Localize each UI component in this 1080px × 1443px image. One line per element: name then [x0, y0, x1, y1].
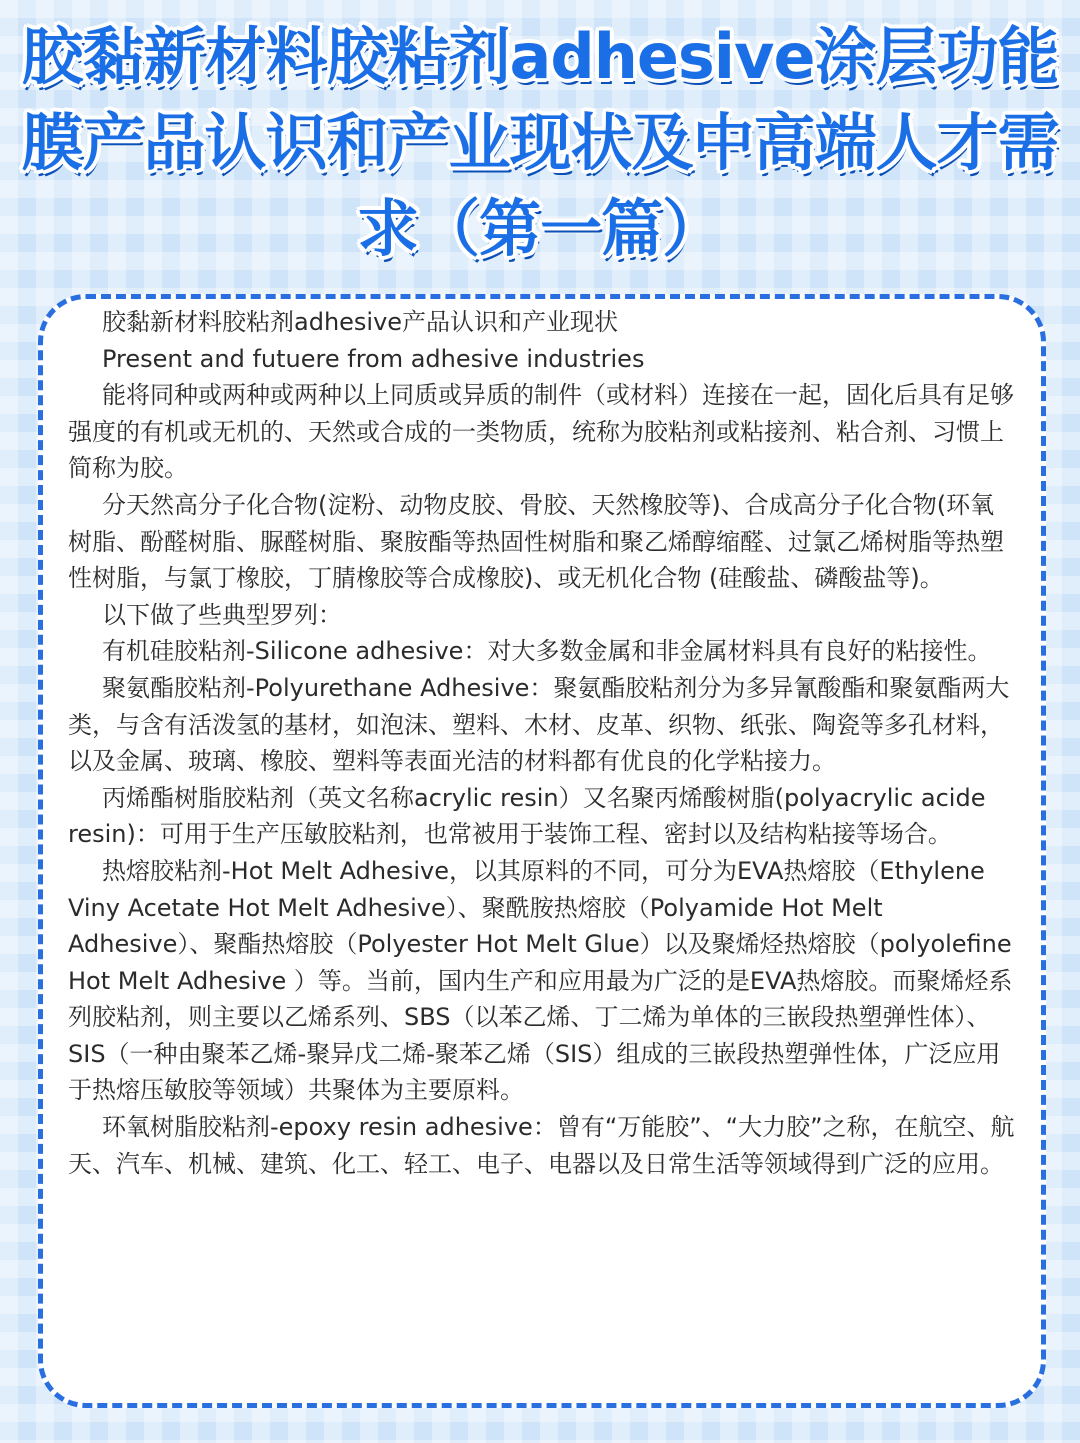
paragraph: 胶黏新材料胶粘剂adhesive产品认识和产业现状	[102, 308, 619, 336]
article-body	[68, 304, 1018, 1182]
paragraph: 分天然高分子化合物(淀粉、动物皮胶、骨胶、天然橡胶等)、合成高分子化合物(环氧树脂、酚醛树脂、脲醛树脂、聚胺酯等热固性树脂和聚乙烯醇缩醛、过氯乙烯树脂等热塑性树脂，与氯丁橡胶，丁腈橡胶等合成橡胶)、或无机化合物 (硅酸盐、磷酸盐等)。	[68, 490, 1004, 593]
paragraph: 有机硅胶粘剂-Silicone adhesive：对大多数金属和非金属材料具有良好的粘接性。	[102, 637, 992, 666]
paragraph: 聚氨酯胶粘剂-Polyurethane Adhesive：聚氨酯胶粘剂分为多异氰酸酯和聚氨酯两大类，与含有活泼氢的基材，如泡沫、塑料、木材、皮革、织物、纸张、陶瓷等多孔材料，以及金属、玻璃、橡胶、塑料等表面光洁的材料都有优良的化学粘接力。	[68, 673, 1010, 776]
paragraph: 能将同种或两种或两种以上同质或异质的制件（或材料）连接在一起，固化后具有足够强度的有机或无机的、天然或合成的一类物质，统称为胶粘剂或粘接剂、粘合剂、习惯上简称为胶。	[68, 381, 1014, 483]
paragraph: 丙烯酯树脂胶粘剂（英文名称acrylic resin）又名聚丙烯酸树脂(polyacrylic acide resin)：可用于生产压敏胶粘剂，也常被用于装饰工程、密封以及结构粘接等场合。	[68, 783, 986, 849]
page-title: 胶黏新材料胶粘剂adhesive涂层功能膜产品认识和产业现状及中高端人才需求（第一篇）	[21, 20, 1059, 265]
paragraph: 环氧树脂胶粘剂-epoxy resin adhesive：曾有“万能胶”、“大力胶”之称，在航空、航天、汽车、机械、建筑、化工、轻工、电子、电器以及日常生活等领域得到广泛的应用。	[68, 1113, 1015, 1178]
paragraph: 热熔胶粘剂-Hot Melt Adhesive，以其原料的不同，可分为EVA热熔胶（Ethylene Viny Acetate Hot Melt Adhesive）、聚酰胺热熔胶（Polyamide Hot Melt Adhesive）、聚酯热熔胶（Polyester Hot Melt Glue）以及聚烯烃热熔胶（polyolefine Hot Melt Adhesive ）等。当前，国内生产和应用最为广泛的是EVA热熔胶。而聚烯烃系列胶粘剂，则主要以乙烯系列、SBS（以苯乙烯、丁二烯为单体的三嵌段热塑弹性体）、SIS（一种由聚苯乙烯-聚异戊二烯-聚苯乙烯（SIS）组成的三嵌段热塑弹性体，广泛应用于热熔压敏胶等领域）共聚体为主要原料。	[68, 856, 1013, 1105]
paragraph: 以下做了些典型罗列：	[102, 600, 342, 629]
paragraph: Present and futuere from adhesive industries	[102, 344, 645, 373]
